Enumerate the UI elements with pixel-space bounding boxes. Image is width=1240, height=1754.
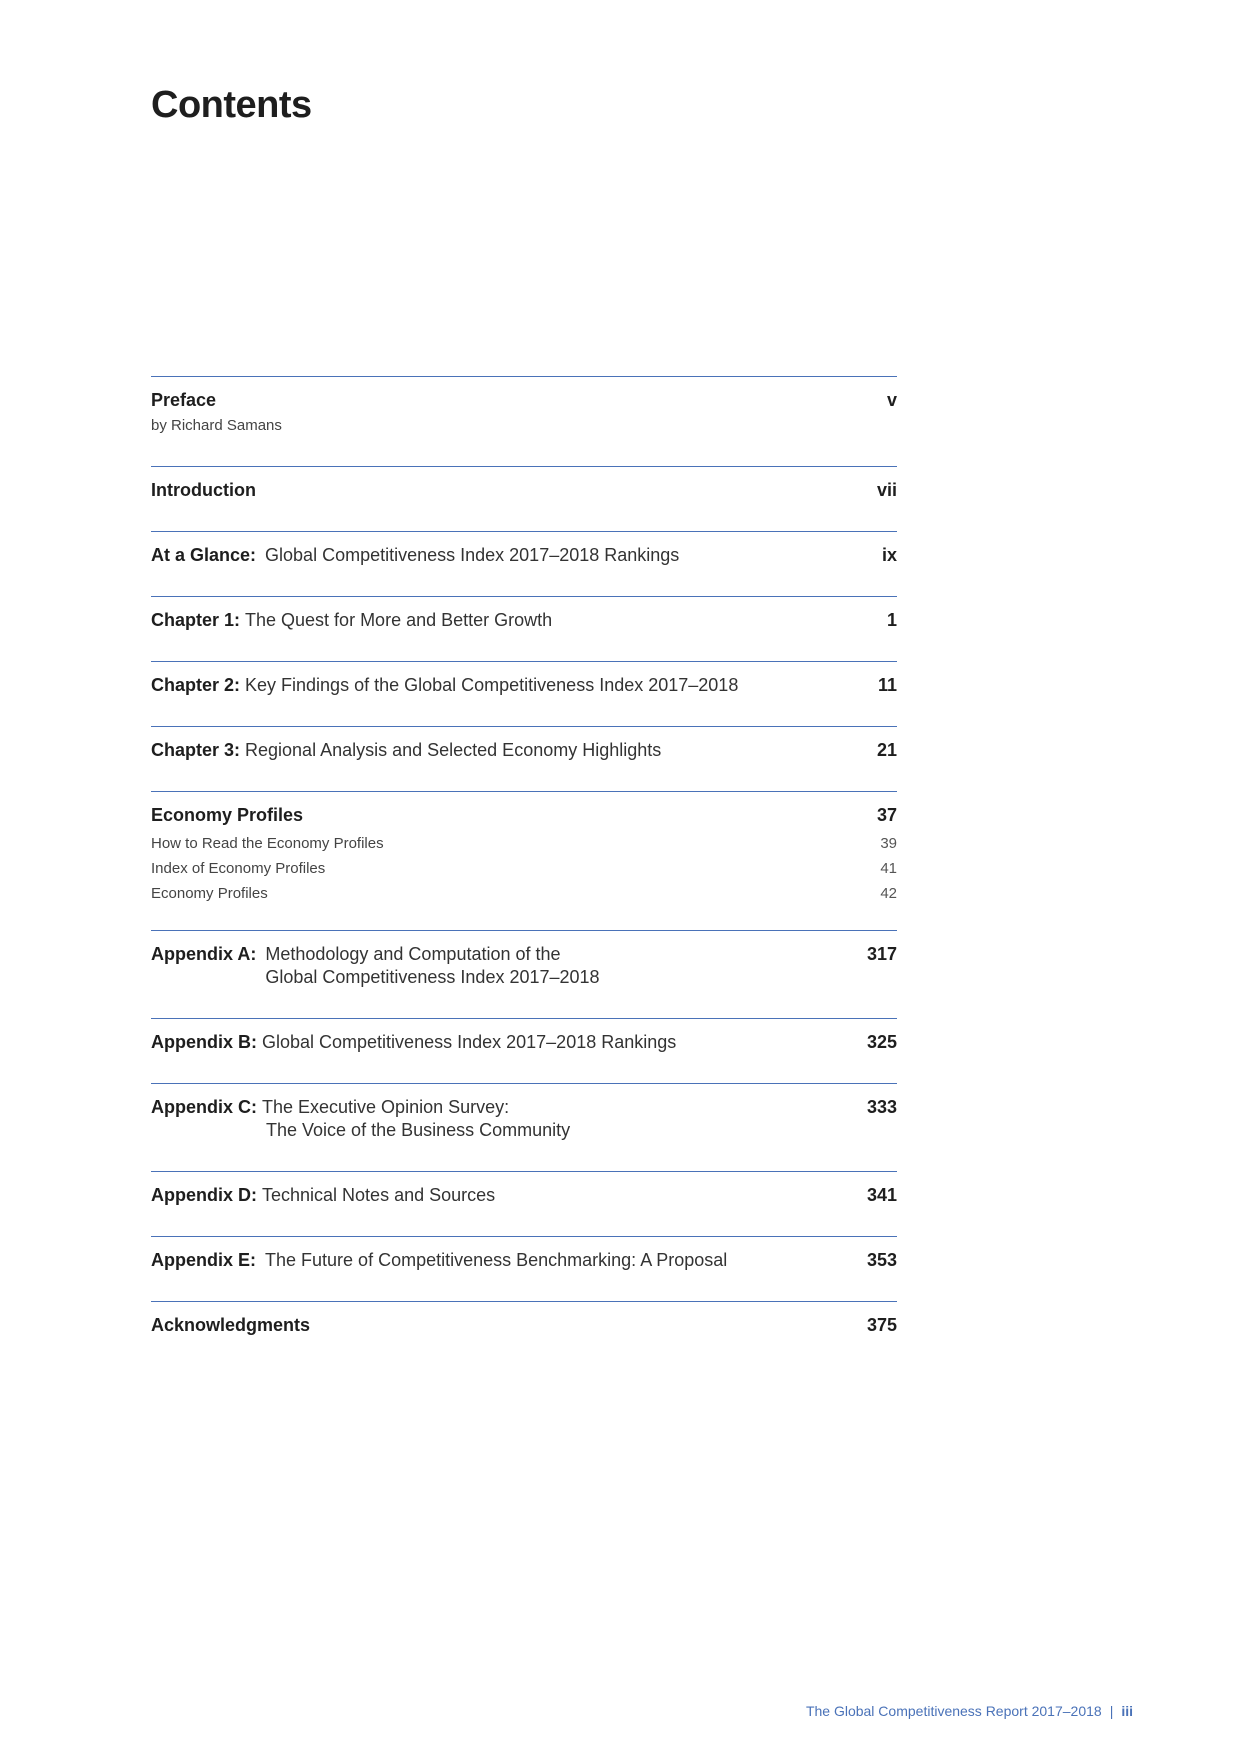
toc-title: Key Findings of the Global Competitiveness Index 2017–2018	[245, 675, 739, 695]
toc-page-number: 375	[866, 1315, 897, 1335]
toc-page-number: 37	[876, 805, 897, 825]
toc-page-number: 341	[866, 1185, 897, 1205]
toc-page-number: 325	[866, 1032, 897, 1052]
toc-label: Appendix B:	[151, 1032, 257, 1052]
footer-separator: |	[1109, 1703, 1114, 1719]
toc-page-number: 21	[876, 740, 897, 760]
toc-entry-appendix-a[interactable]	[151, 930, 897, 1018]
toc-subentry-title: Index of Economy Profiles	[151, 860, 326, 877]
toc-label: Acknowledgments	[151, 1315, 311, 1335]
toc-entry-appendix-d[interactable]	[151, 1171, 897, 1236]
toc-entry-at-a-glance[interactable]	[151, 531, 897, 596]
toc-subentry-page: 41	[880, 860, 897, 877]
toc-label: Chapter 1:	[151, 610, 241, 630]
toc-subentry-page: 39	[880, 835, 897, 852]
toc-subentry-title: Economy Profiles	[151, 885, 268, 902]
toc-subentry[interactable]	[151, 881, 897, 906]
toc-label: Introduction	[151, 480, 256, 500]
toc-page-number: ix	[881, 545, 897, 565]
toc-label: Economy Profiles	[151, 805, 304, 825]
toc-title: Global Competitiveness Index 2017–2018 Rankings	[265, 545, 680, 565]
toc-title: The Future of Competitiveness Benchmarking: A Proposal	[265, 1250, 728, 1270]
toc-title: The Quest for More and Better Growth	[245, 610, 553, 630]
toc-page-number: vii	[876, 480, 897, 500]
toc-label: Preface	[151, 390, 217, 410]
toc-page-number: v	[886, 390, 897, 410]
toc-page-number: 353	[866, 1250, 897, 1270]
toc-page-number: 11	[877, 675, 897, 695]
toc-entry-appendix-e[interactable]	[151, 1236, 897, 1301]
toc-page-number: 333	[866, 1097, 897, 1117]
toc-subentry[interactable]	[151, 856, 897, 881]
toc-entry-appendix-c[interactable]	[151, 1083, 897, 1171]
page-footer	[806, 1703, 1133, 1719]
toc-label: At a Glance:	[151, 545, 257, 565]
toc-label: Chapter 2:	[151, 675, 241, 695]
toc-title: Global Competitiveness Index 2017–2018 Rankings	[262, 1032, 677, 1052]
toc-entry-chapter-2[interactable]	[151, 661, 897, 726]
toc-label: Appendix D:	[151, 1185, 257, 1205]
toc-label: Appendix C:	[151, 1097, 257, 1117]
toc-label: Chapter 3:	[151, 740, 241, 760]
toc-page-number: 1	[886, 610, 897, 630]
toc-subentry[interactable]	[151, 831, 897, 856]
toc-entry-chapter-1[interactable]	[151, 596, 897, 661]
toc-subentry-title: How to Read the Economy Profiles	[151, 835, 384, 852]
toc-title: Regional Analysis and Selected Economy Highlights	[245, 740, 662, 760]
toc-byline: by Richard Samans	[151, 417, 282, 434]
toc-entry-acknowledgments[interactable]	[151, 1301, 897, 1366]
toc-entry-preface[interactable]	[151, 376, 897, 466]
toc-title-line-2: Global Competitiveness Index 2017–2018	[265, 967, 600, 987]
toc-label: Appendix E:	[151, 1250, 257, 1270]
toc-title-line-2: The Voice of the Business Community	[266, 1120, 571, 1140]
toc-label: Appendix A:	[151, 944, 257, 964]
toc-subentry-page: 42	[880, 885, 897, 902]
page-title: Contents	[151, 84, 312, 126]
toc-page-number: 317	[866, 944, 897, 964]
footer-report-title: The Global Competitiveness Report 2017–2018	[805, 1703, 1102, 1719]
toc-entry-chapter-3[interactable]	[151, 726, 897, 791]
toc-entry-introduction[interactable]	[151, 466, 897, 531]
table-of-contents	[151, 376, 897, 1366]
toc-title-line-1: Methodology and Computation of the	[265, 944, 561, 964]
toc-title: Technical Notes and Sources	[262, 1185, 496, 1205]
toc-entry-economy-profiles[interactable]	[151, 791, 897, 930]
toc-entry-appendix-b[interactable]	[151, 1018, 897, 1083]
page-number: iii	[1121, 1703, 1133, 1719]
toc-title-line-1: The Executive Opinion Survey:	[262, 1097, 510, 1117]
